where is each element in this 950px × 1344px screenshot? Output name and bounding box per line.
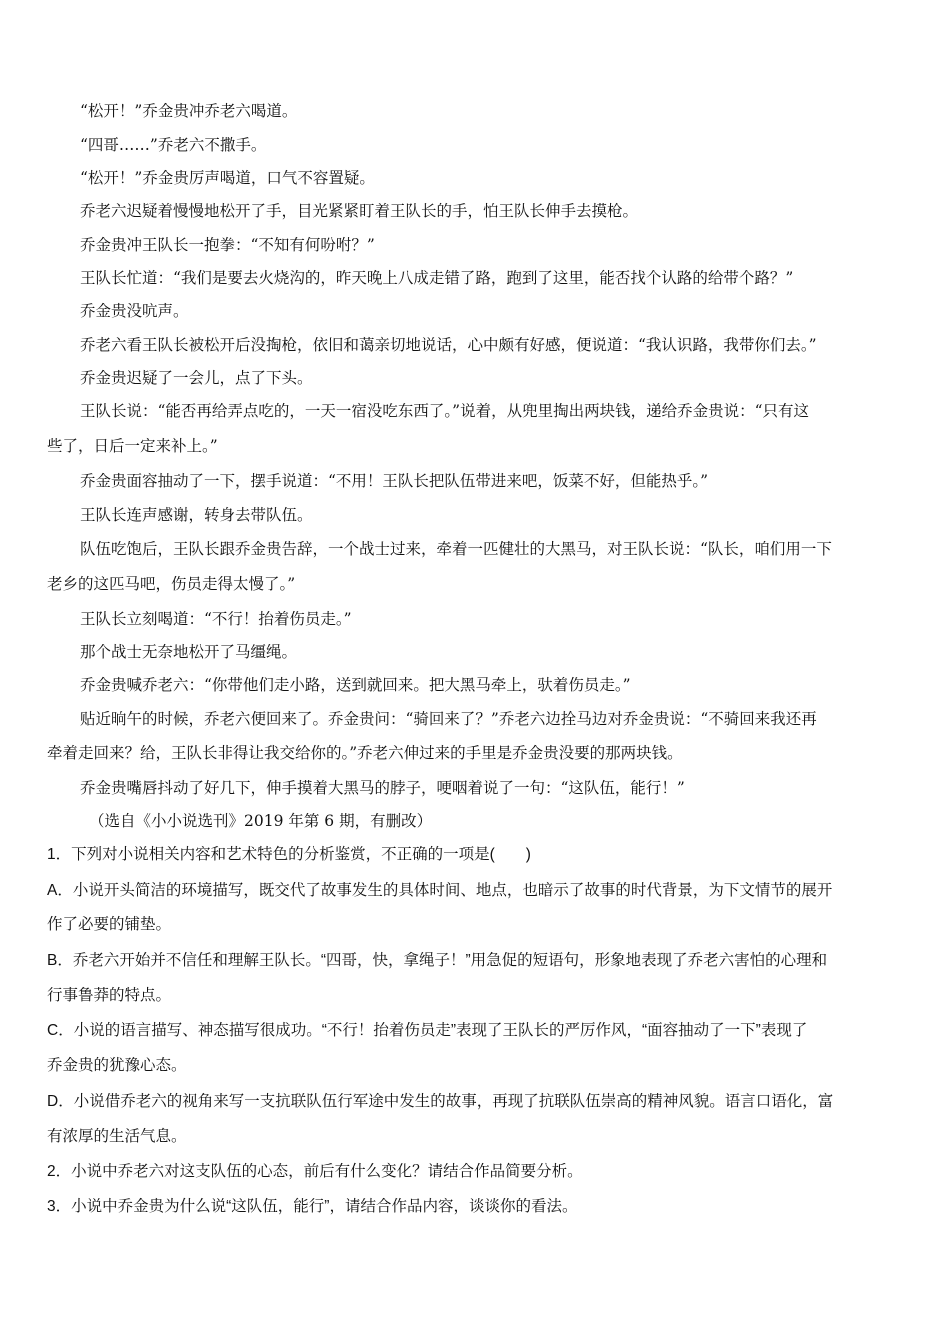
- question-3: 3．小说中乔金贵为什么说“这队伍，能行”，请结合作品内容，谈谈你的看法。: [47, 1198, 578, 1215]
- option-b-continuation: 行事鲁莽的特点。: [47, 987, 172, 1004]
- story-paragraph: 队伍吃饱后，王队长跟乔金贵告辞，一个战士过来，牵着一匹健壮的大黑马，对王队长说：“队长，咱们用一下: [80, 540, 832, 558]
- story-paragraph: 王队长立刻喝道：“不行！抬着伤员走。”: [80, 610, 352, 628]
- story-paragraph: 那个战士无奈地松开了马缰绳。: [80, 643, 298, 661]
- story-paragraph: 乔老六看王队长被松开后没掏枪，依旧和蔼亲切地说话，心中颇有好感，便说道：“我认识路，我带你们去。”: [80, 336, 817, 354]
- story-paragraph: 乔金贵迟疑了一会儿，点了下头。: [80, 369, 313, 387]
- option-b: B．乔老六开始并不信任和理解王队长。“四哥，快，拿绳子！”用急促的短语句，形象地表现了乔老六害怕的心理和: [47, 952, 828, 969]
- story-paragraph: 乔金贵没吭声。: [80, 302, 189, 320]
- story-paragraph: “四哥……”乔老六不撒手。: [80, 136, 267, 154]
- story-paragraph: 乔金贵冲王队长一抱拳：“不知有何吩咐？”: [80, 236, 375, 254]
- story-paragraph: “松开！”乔金贵厉声喝道，口气不容置疑。: [80, 169, 375, 187]
- source-citation: （选自《小小说选刊》2019 年第 6 期，有删改）: [89, 812, 433, 830]
- option-c-continuation: 乔金贵的犹豫心态。: [47, 1057, 187, 1074]
- story-paragraph-continuation: 牵着走回来？给，王队长非得让我交给你的。”乔老六伸过来的手里是乔金贵没要的那两块钱。: [47, 744, 683, 762]
- story-paragraph-continuation: 老乡的这匹马吧，伤员走得太慢了。”: [47, 575, 296, 593]
- story-paragraph: 乔老六迟疑着慢慢地松开了手，目光紧紧盯着王队长的手，怕王队长伸手去摸枪。: [80, 202, 639, 220]
- story-paragraph: 贴近晌午的时候，乔老六便回来了。乔金贵问：“骑回来了？”乔老六边拴马边对乔金贵说：“不骑回来我还再: [80, 710, 817, 728]
- story-paragraph: 乔金贵嘴唇抖动了好几下，伸手摸着大黑马的脖子，哽咽着说了一句：“这队伍，能行！”: [80, 779, 685, 797]
- story-paragraph: 乔金贵喊乔老六：“你带他们走小路，送到就回来。把大黑马牵上，驮着伤员走。”: [80, 676, 631, 694]
- story-paragraph: 王队长忙道：“我们是要去火烧沟的，昨天晚上八成走错了路，跑到了这里，能否找个认路的给带个路？”: [80, 269, 794, 287]
- story-paragraph: 乔金贵面容抽动了一下，摆手说道：“不用！王队长把队伍带进来吧，饭菜不好，但能热乎。”: [80, 472, 709, 490]
- story-paragraph: “松开！”乔金贵冲乔老六喝道。: [80, 102, 298, 120]
- story-paragraph-continuation: 些了，日后一定来补上。”: [47, 437, 218, 455]
- option-d: D．小说借乔老六的视角来写一支抗联队伍行军途中发生的故事，再现了抗联队伍崇高的精神风貌。语言口语化，富: [47, 1093, 834, 1110]
- option-c: C．小说的语言描写、神态描写很成功。“不行！抬着伤员走”表现了王队长的严厉作风，“面容抽动了一下”表现了: [47, 1022, 808, 1039]
- question-1: 1．下列对小说相关内容和艺术特色的分析鉴赏，不正确的一项是( ): [47, 846, 531, 863]
- question-2: 2．小说中乔老六对这支队伍的心态，前后有什么变化？请结合作品简要分析。: [47, 1163, 583, 1180]
- option-a-continuation: 作了必要的铺垫。: [47, 916, 172, 933]
- story-paragraph: 王队长说：“能否再给弄点吃的，一天一宿没吃东西了。”说着，从兜里掏出两块钱，递给乔金贵说：“只有这: [80, 402, 810, 420]
- option-a: A．小说开头简洁的环境描写，既交代了故事发生的具体时间、地点，也暗示了故事的时代背景，为下文情节的展开: [47, 882, 833, 899]
- option-d-continuation: 有浓厚的生活气息。: [47, 1128, 187, 1145]
- story-paragraph: 王队长连声感谢，转身去带队伍。: [80, 506, 313, 524]
